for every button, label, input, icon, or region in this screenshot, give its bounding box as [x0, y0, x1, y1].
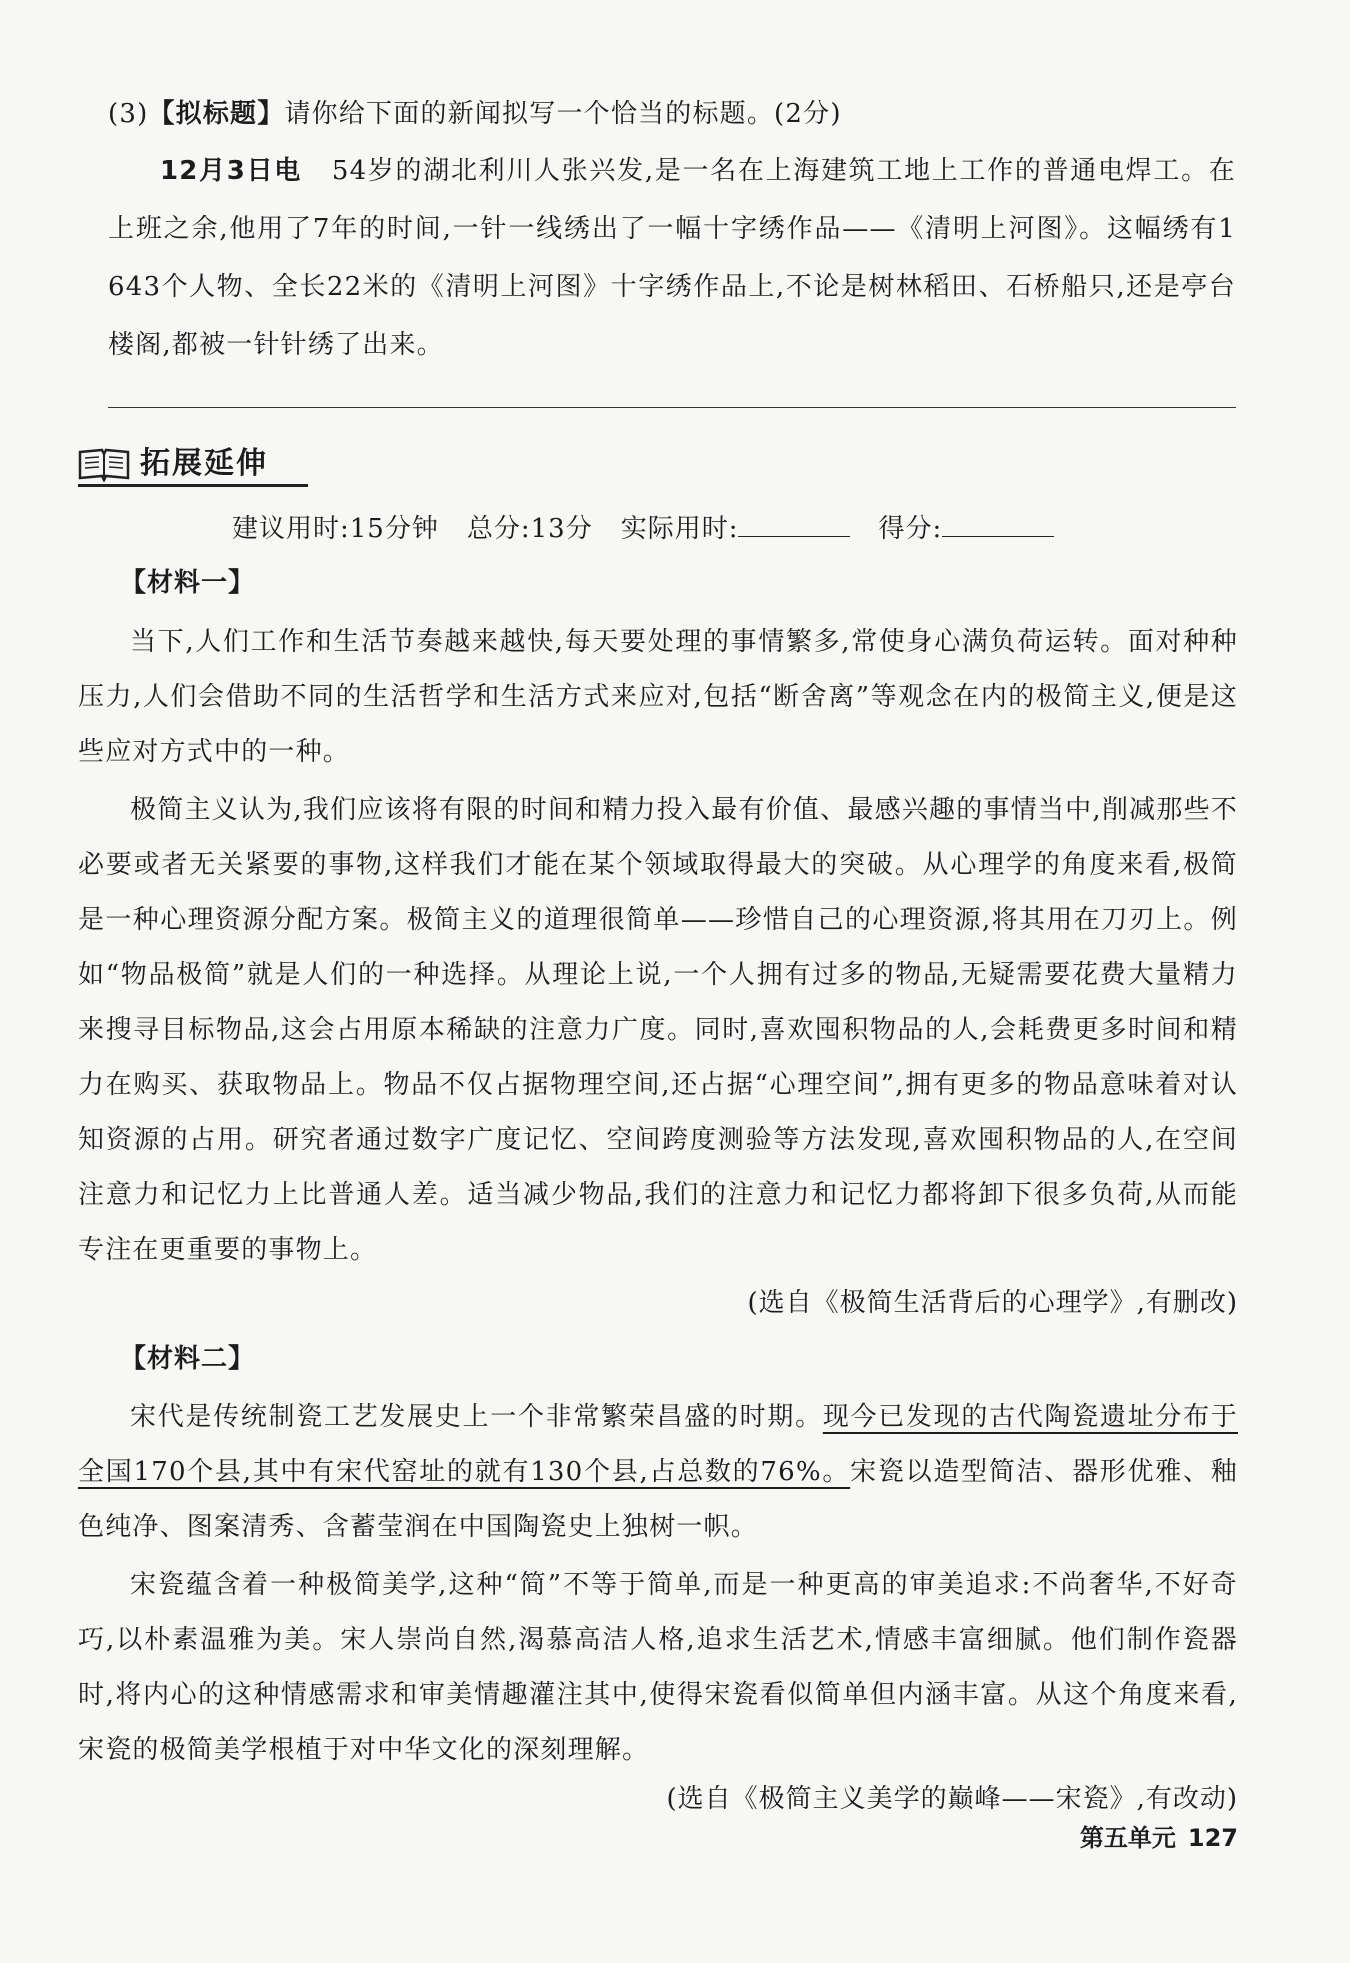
question-tag: 【拟标题】: [148, 99, 285, 129]
actual-time-label: 实际用时:: [620, 514, 739, 544]
answer-line[interactable]: [108, 407, 1236, 408]
total-score: 总分:13分: [466, 514, 593, 544]
section-header: [78, 436, 308, 488]
question-3: [108, 84, 1228, 144]
material-2-label: 【材料二】: [120, 1344, 256, 1374]
time-score-line: [232, 508, 1082, 545]
question-text: 请你给下面的新闻拟写一个恰当的标题。(2分): [284, 99, 842, 129]
actual-time-blank[interactable]: [738, 516, 850, 537]
news-dateline: 12月3日电: [160, 156, 302, 186]
underlined-sentence: 现今已发现的古代陶瓷遗址分布于全国170个县,其中有宋代窑址的就有130个县,占总数的76%。: [78, 1402, 1238, 1487]
score-blank[interactable]: [942, 516, 1054, 537]
open-book-icon: [78, 446, 130, 482]
material-2-intro: 宋代是传统制瓷工艺发展史上一个非常繁荣昌盛的时期。: [130, 1402, 823, 1432]
material-2-paragraph-2: 宋瓷蕴含着一种极简美学,这种“简”不等于简单,而是一种更高的审美追求:不尚奢华,不好奇巧,以朴素温雅为美。宋人崇尚自然,渴慕高洁人格,追求生活艺术,情感丰富细腻。他们制作瓷器时,将内心的这种情感需求和审美情趣灌注其中,使得宋瓷看似简单但内涵丰富。从这个角度来看,宋瓷的极简美学根植于对中华文化的深刻理解。: [78, 1570, 1238, 1765]
section-title: 拓展延伸: [140, 446, 268, 481]
section-underline: [78, 484, 308, 487]
suggested-time: 建议用时:15分钟: [232, 514, 439, 544]
material-1-source: (选自《极简生活背后的心理学》,有删改): [747, 1288, 1238, 1318]
page-number: 127: [1187, 1824, 1238, 1852]
material-2-paragraph-1: [78, 1390, 1238, 1555]
material-1-paragraph-1: 当下,人们工作和生活节奏越来越快,每天要处理的事情繁多,常使身心满负荷运转。面对种种压力,人们会借助不同的生活哲学和生活方式来应对,包括“断舍离”等观念在内的极简主义,便是这些应对方式中的一种。: [78, 627, 1238, 767]
page-footer: [1080, 1818, 1238, 1853]
question-number: (3): [108, 99, 149, 129]
material-2-rest: 宋瓷以造型简洁、器形优雅、釉色纯净、图案清秀、含蓄莹润在中国陶瓷史上独树一帜。: [78, 1457, 1238, 1542]
material-1-label: 【材料一】: [120, 568, 256, 598]
material-1-paragraph-2: 极简主义认为,我们应该将有限的时间和精力投入最有价值、最感兴趣的事情当中,削减那些不必要或者无关紧要的事物,这样我们才能在某个领域取得最大的突破。从心理学的角度来看,极简是一种心理资源分配方案。极简主义的道理很简单——珍惜自己的心理资源,将其用在刀刃上。例如“物品极简”就是人们的一种选择。从理论上说,一个人拥有过多的物品,无疑需要花费大量精力来搜寻目标物品,这会占用原本稀缺的注意力广度。同时,喜欢囤积物品的人,会耗费更多时间和精力在购买、获取物品上。物品不仅占据物理空间,还占据“心理空间”,拥有更多的物品意味着对认知资源的占用。研究者通过数字广度记忆、空间跨度测验等方法发现,喜欢囤积物品的人,在空间注意力和记忆力上比普通人差。适当减少物品,我们的注意力和记忆力都将卸下很多负荷,从而能专注在更重要的事物上。: [78, 795, 1238, 1265]
material-2-source: (选自《极简主义美学的巅峰——宋瓷》,有改动): [666, 1784, 1238, 1814]
news-body: 54岁的湖北利川人张兴发,是一名在上海建筑工地上工作的普通电焊工。在上班之余,他用了7年的时间,一针一线绣出了一幅十字绣作品——《清明上河图》。这幅绣有1 643个人物、全长22米的《清明上河图》十字绣作品上,不论是树林稻田、石桥船只,还是亭台楼阁,都被一针针绣了出来。: [108, 156, 1236, 360]
unit-label: 第五单元: [1079, 1824, 1176, 1852]
news-paragraph: [108, 142, 1236, 374]
score-label: 得分:: [878, 514, 943, 544]
